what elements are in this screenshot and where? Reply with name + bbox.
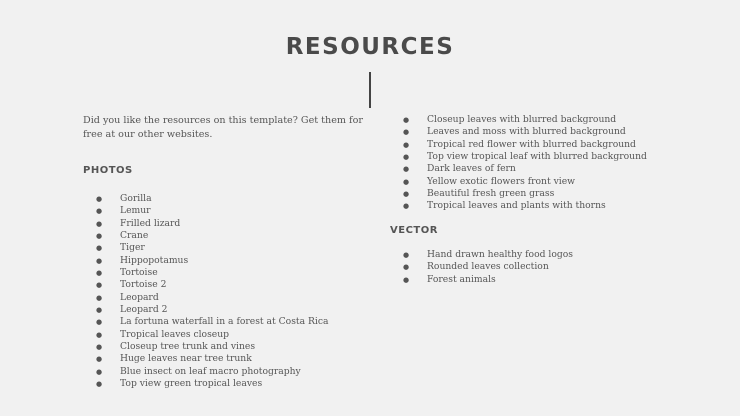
resource-link[interactable]: Leaves and moss with blurred background — [427, 126, 626, 138]
resource-link[interactable]: Top view green tropical leaves — [120, 378, 263, 390]
resource-link[interactable]: Hippopotamus — [120, 254, 189, 266]
bullet-icon: ● — [96, 232, 103, 241]
bullet-icon: ● — [403, 153, 410, 162]
resource-link[interactable]: Lemur — [120, 205, 151, 217]
bullet-icon: ● — [403, 251, 410, 259]
bullet-icon: ● — [403, 116, 410, 124]
bullet-icon: ● — [96, 281, 103, 290]
resource-link[interactable]: Tortoise 2 — [120, 279, 167, 291]
resource-link[interactable]: Hand drawn healthy food logos — [427, 249, 574, 260]
title-divider — [369, 72, 371, 108]
resource-link[interactable]: Tropical leaves closeup — [120, 328, 230, 340]
resource-link[interactable]: La fortuna waterfall in a forest at Costa Rica — [120, 316, 329, 328]
resource-link[interactable]: Forest animals — [427, 273, 496, 285]
bullet-icon: ● — [96, 367, 103, 376]
bullet-icon: ● — [403, 190, 410, 199]
bullet-icon: ● — [96, 318, 103, 327]
bullet-icon: ● — [403, 202, 410, 211]
bullet-icon: ● — [403, 275, 410, 284]
bullet-icon: ● — [403, 140, 410, 149]
bullet-icon: ● — [96, 355, 103, 364]
bullet-icon: ● — [96, 269, 103, 278]
bullet-icon: ● — [96, 256, 103, 265]
page-title: RESOURCES — [285, 34, 455, 60]
bullet-icon: ● — [96, 330, 103, 339]
bullet-icon: ● — [96, 343, 103, 352]
bullet-icon: ● — [96, 219, 103, 228]
bullet-icon: ● — [96, 195, 103, 203]
bullet-icon: ● — [96, 244, 103, 253]
resource-link[interactable]: Huge leaves near tree trunk — [120, 353, 252, 365]
resource-link[interactable]: Closeup tree trunk and vines — [120, 341, 256, 353]
resource-link[interactable]: Leopard — [120, 291, 159, 303]
resource-link[interactable]: Dark leaves of fern — [427, 163, 516, 175]
photos-heading: PHOTOS — [83, 165, 133, 176]
resource-link[interactable]: Top view tropical leaf with blurred background — [427, 151, 647, 163]
resource-link[interactable]: Rounded leaves collection — [427, 261, 549, 273]
bullet-icon: ● — [403, 177, 410, 186]
resource-link[interactable]: Frilled lizard — [120, 217, 181, 229]
bullet-icon: ● — [403, 263, 410, 272]
bullet-icon: ● — [96, 306, 103, 315]
resource-link[interactable]: Closeup leaves with blurred background — [427, 114, 617, 125]
resource-link[interactable]: Yellow exotic flowers front view — [427, 175, 576, 187]
bullet-icon: ● — [96, 207, 103, 216]
resource-link[interactable]: Leopard 2 — [120, 304, 168, 316]
resource-link[interactable]: Blue insect on leaf macro photography — [120, 365, 301, 377]
bullet-icon: ● — [96, 293, 103, 302]
bullet-icon: ● — [96, 380, 103, 389]
resource-link[interactable]: Crane — [120, 230, 149, 242]
vector-heading: VECTOR — [390, 225, 438, 236]
bullet-icon: ● — [403, 128, 410, 137]
intro-text: Did you like the resources on this template? Get them for free at our other websites. — [83, 115, 363, 140]
resource-link[interactable]: Tortoise — [120, 267, 158, 279]
resource-link[interactable]: Tiger — [120, 242, 145, 254]
resource-link[interactable]: Tropical leaves and plants with thorns — [427, 200, 606, 212]
resource-link[interactable]: Gorilla — [120, 193, 152, 204]
resource-link[interactable]: Beautiful fresh green grass — [427, 188, 555, 200]
resource-link[interactable]: Tropical red flower with blurred background — [427, 138, 636, 150]
bullet-icon: ● — [403, 165, 410, 174]
